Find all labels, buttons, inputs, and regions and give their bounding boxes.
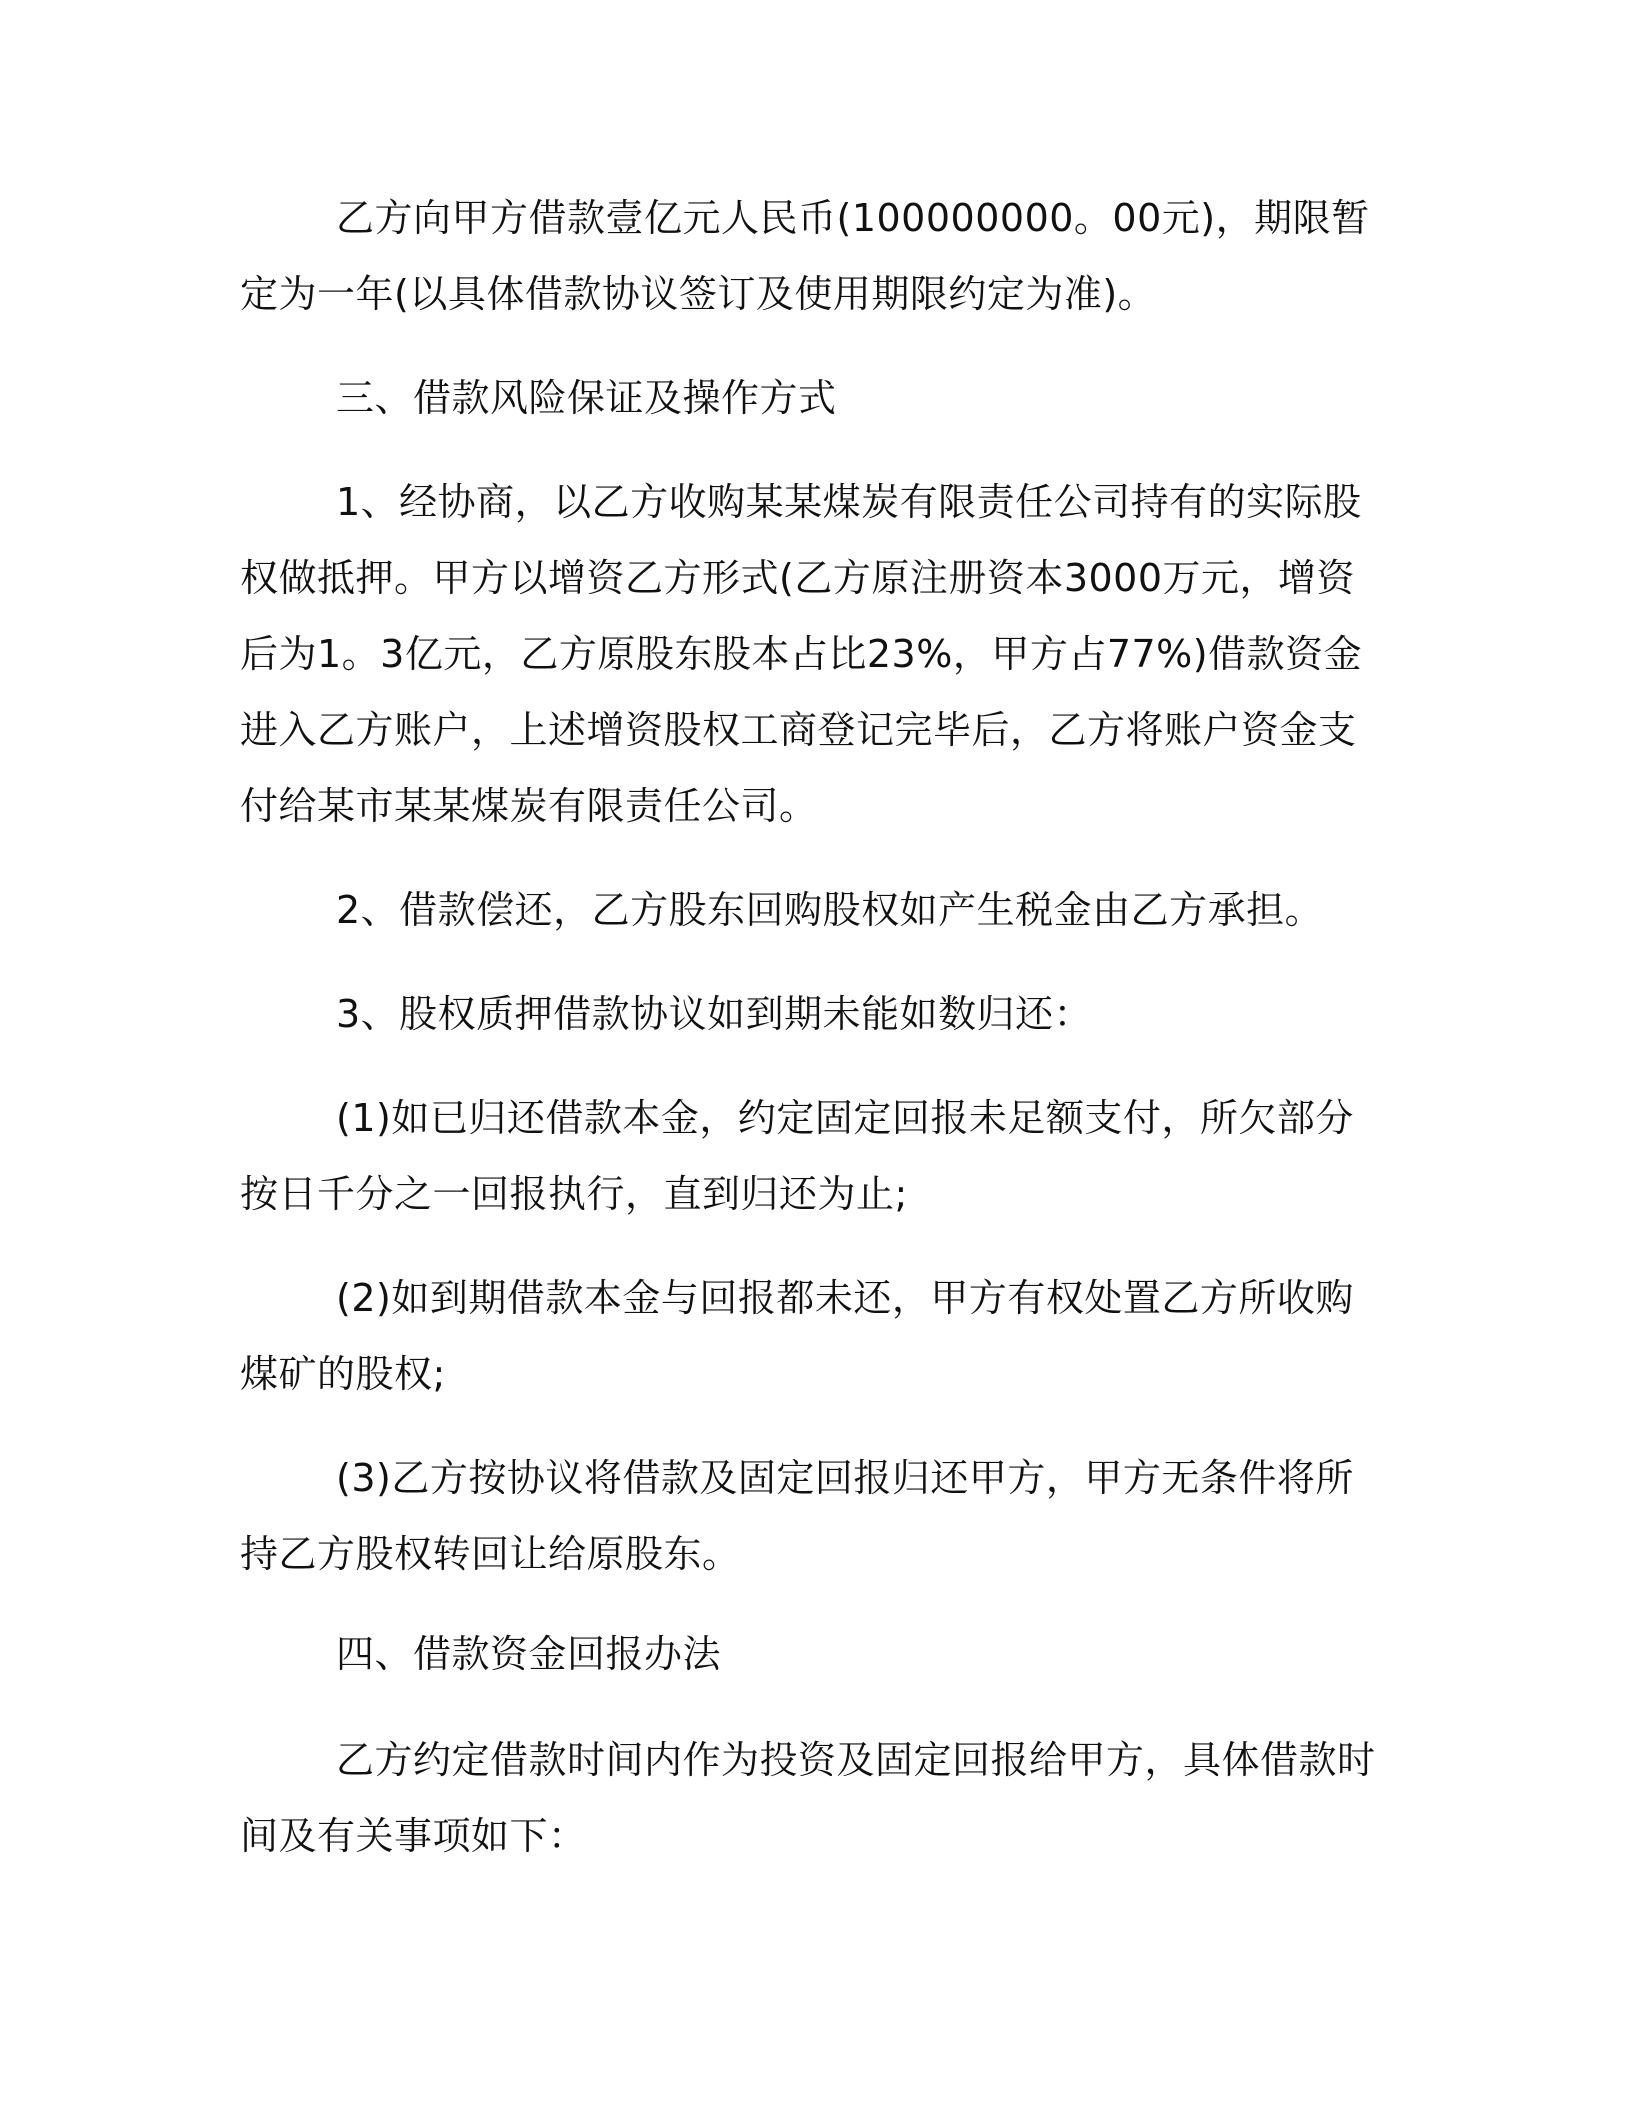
- clause-3-paragraph: 3、股权质押借款协议如到期未能如数归还：: [336, 992, 1093, 1036]
- subclause-3-paragraph: (3)乙方按协议将借款及固定回报归还甲方，甲方无条件将所持乙方股权转回让给原股东。: [240, 1456, 1354, 1576]
- return-method-paragraph: 乙方约定借款时间内作为投资及固定回报给甲方，具体借款时间及有关事项如下：: [240, 1738, 1376, 1858]
- section-four-heading: 四、借款资金回报办法: [336, 1632, 722, 1676]
- document-body: [240, 180, 1390, 1874]
- section-three-heading: 三、借款风险保证及操作方式: [336, 376, 837, 420]
- loan-amount-paragraph: 乙方向甲方借款壹亿元人民币(100000000。00元)，期限暂定为一年(以具体借款协议签订及使用期限约定为准)。: [240, 196, 1370, 316]
- clause-2-paragraph: 2、借款偿还，乙方股东回购股权如产生税金由乙方承担。: [336, 888, 1324, 932]
- clause-1-paragraph: 1、经协商，以乙方收购某某煤炭有限责任公司持有的实际股权做抵押。甲方以增资乙方形式(乙方原注册资本3000万元，增资后为1。3亿元，乙方原股东股本占比23%，甲方占77%)借款资金进入乙方账户，上述增资股权工商登记完毕后，乙方将账户资金支付给某市某某煤炭有限责任公司。: [240, 480, 1363, 828]
- subclause-2-paragraph: (2)如到期借款本金与回报都未还，甲方有权处置乙方所收购煤矿的股权;: [240, 1276, 1354, 1396]
- subclause-1-paragraph: (1)如已归还借款本金，约定固定回报未足额支付，所欠部分按日千分之一回报执行，直到归还为止;: [240, 1096, 1354, 1216]
